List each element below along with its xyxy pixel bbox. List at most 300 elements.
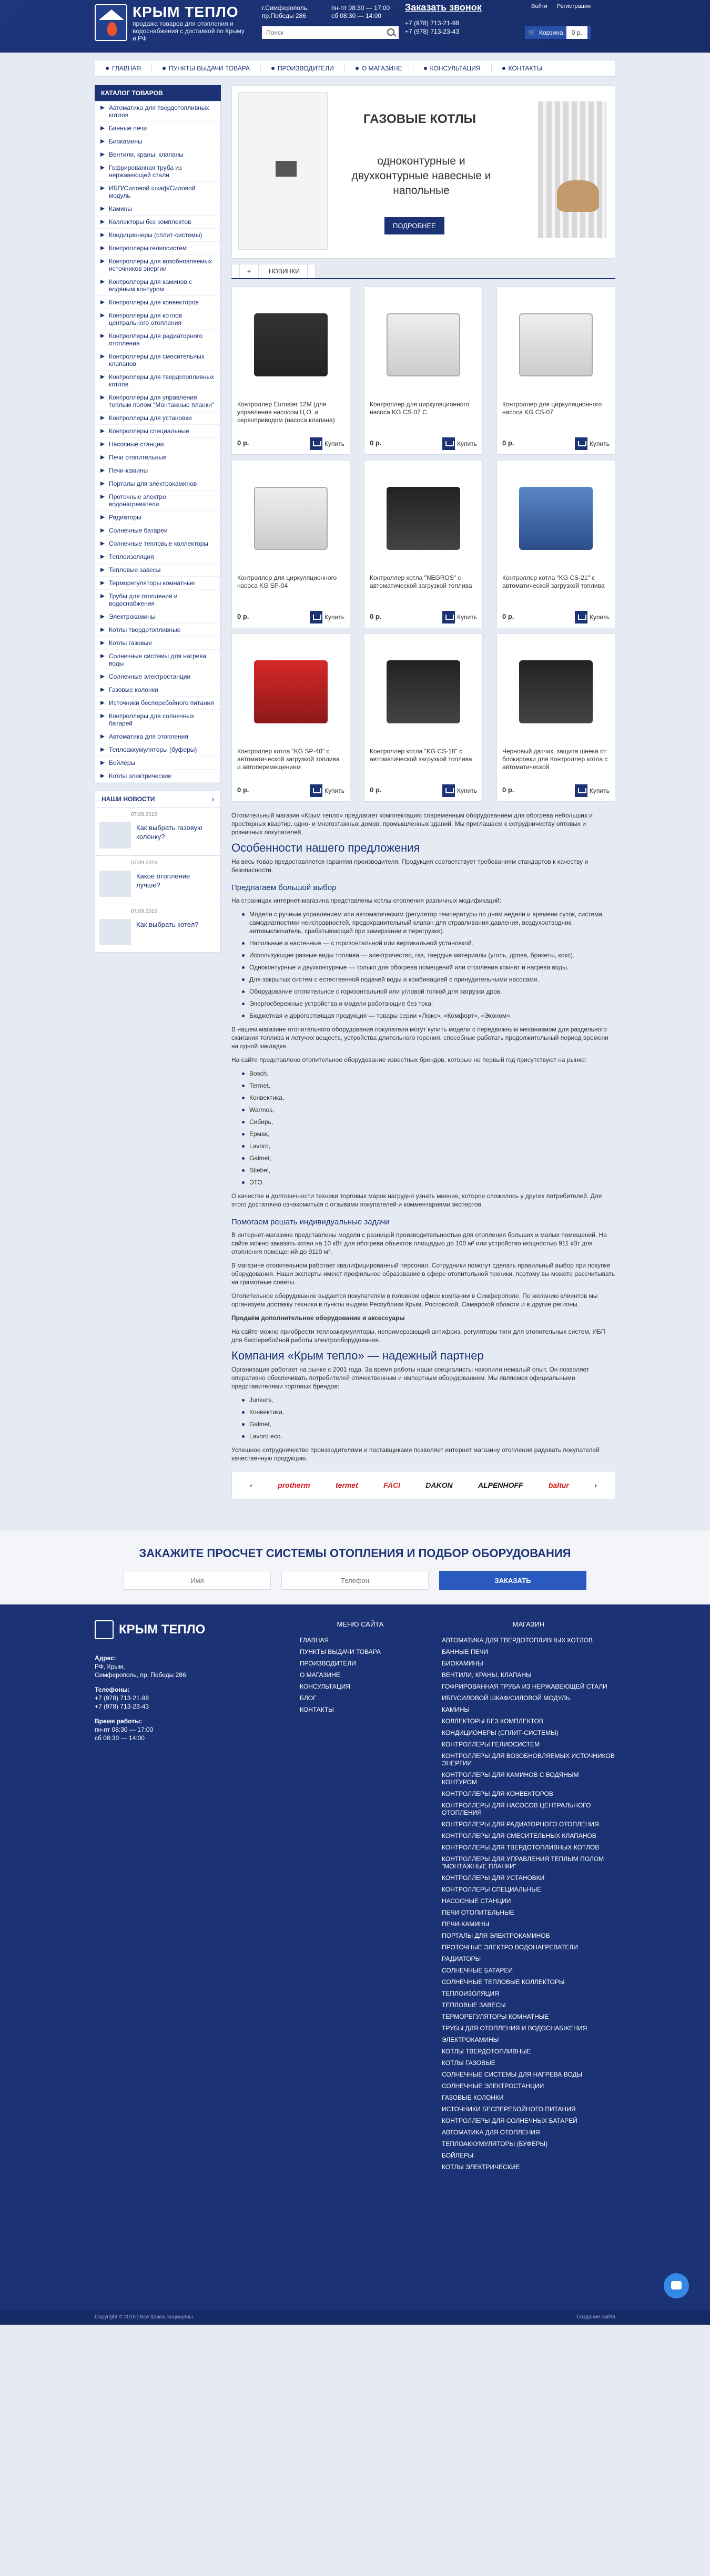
- buy-button[interactable]: Купить: [575, 611, 610, 623]
- footer-shop-link[interactable]: КОТЛЫ ГАЗОВЫЕ: [442, 2059, 495, 2067]
- catalog-item[interactable]: Солнечные батареи: [95, 524, 220, 537]
- cat-image: [557, 180, 599, 212]
- auth-links: [531, 3, 591, 9]
- catalog-item[interactable]: Теплоизоляция: [95, 550, 220, 564]
- product-price: 0 р.: [370, 786, 382, 794]
- catalog-item[interactable]: Терморегуляторы комнатные: [95, 577, 220, 590]
- controller-image: [519, 313, 593, 376]
- footer-shop-link[interactable]: КОНТРОЛЛЕРЫ ДЛЯ ТВЕРДОТОПЛИВНЫХ КОТЛОВ: [442, 1844, 600, 1851]
- arrow-right-icon: [100, 641, 105, 645]
- intro-text: Отопительный магазин «Крым тепло» предлагает комплектацию современным оборудованием для обогрева небольших и просторных квартир, одно- и многоэтажных домов, промышленных зданий. Мы приглашаем к сотрудничеству оптовых и розничных покупателей.: [231, 812, 593, 836]
- product-name[interactable]: Контроллер котла "KG CS-18" с автоматической загрузкой топлива: [370, 748, 472, 763]
- catalog-item[interactable]: Газовые колонки: [95, 683, 220, 697]
- arrow-right-icon: [100, 615, 105, 619]
- catalog-item[interactable]: Контроллеры для котлов центрального отопления: [95, 309, 220, 330]
- catalog-item[interactable]: Контроллеры для управления теплым полом "Монтажные планки": [95, 391, 220, 412]
- catalog-item[interactable]: Солнечные электростанции: [95, 670, 220, 683]
- product-image[interactable]: [502, 639, 610, 744]
- buy-button[interactable]: Купить: [442, 784, 477, 797]
- product-name[interactable]: Черновый датчик, защита шнека от блокировки для Контроллер котла с автоматической: [502, 748, 608, 771]
- list-item: Termet,: [242, 1081, 615, 1090]
- arrow-right-icon: [100, 280, 105, 284]
- footer-shop-link[interactable]: ТЕПЛОВЫЕ ЗАВЕСЫ: [442, 2001, 506, 2009]
- product-image[interactable]: [370, 639, 477, 744]
- nav-pickup[interactable]: ПУНКТЫ ВЫДАЧИ ТОВАРА: [152, 64, 261, 73]
- product-image[interactable]: [502, 466, 610, 571]
- arrow-right-icon: [100, 429, 105, 433]
- buy-button[interactable]: Купить: [442, 437, 477, 450]
- catalog-item[interactable]: Теплоаккумуляторы (буферы): [95, 743, 220, 757]
- partner-list: [242, 1396, 615, 1440]
- brand-logo[interactable]: baltur: [548, 1481, 569, 1489]
- heading-extra: Продаём дополнительное оборудование и аксессуары: [231, 1314, 405, 1322]
- catalog-item[interactable]: Банные печи: [95, 122, 220, 135]
- cart-label: Корзина: [539, 29, 563, 36]
- catalog-item[interactable]: Источники бесперебойного питания: [95, 697, 220, 710]
- footer-shop-link[interactable]: ГАЗОВЫЕ КОЛОНКИ: [442, 2094, 504, 2101]
- arrow-right-icon: [100, 220, 105, 224]
- product-name[interactable]: Контроллер котла "KG CS-21" с автоматической загрузкой топлива: [502, 574, 605, 589]
- footer-logo[interactable]: КРЫМ ТЕПЛО: [95, 1620, 279, 1639]
- list-item: Использующие разные виды топлива — электричество, газ, твердые материалы (уголь, дрова, брикеты, кокс).: [242, 951, 615, 959]
- order-title: ЗАКАЖИТЕ ПРОСЧЕТ СИСТЕМЫ ОТОПЛЕНИЯ И ПОДБОР ОБОРУДОВАНИЯ: [139, 1547, 571, 1560]
- list-item: Энергосбережные устройства и модели работающие без тока.: [242, 999, 615, 1008]
- catalog-item[interactable]: ИБП/Силовой шкаф/Силовой модуль: [95, 182, 220, 202]
- brand-logo[interactable]: termet: [335, 1481, 358, 1489]
- logo-house-icon: [95, 4, 127, 41]
- arrow-right-icon: [100, 186, 105, 190]
- product-card: [496, 633, 615, 802]
- arrow-right-icon: [100, 568, 105, 572]
- footer-shop-link[interactable]: КОТЛЫ ЭЛЕКТРИЧЕСКИЕ: [442, 2163, 520, 2171]
- catalog-item[interactable]: Солнечные тепловые коллекторы: [95, 537, 220, 550]
- register-link[interactable]: Регистрация: [556, 3, 591, 9]
- catalog-item[interactable]: Контроллеры для радиаторного отопления: [95, 330, 220, 350]
- product-card: [231, 287, 350, 455]
- header-hours: пн-пт 08:30 — 17:00 сб 08:30 — 14:00: [331, 4, 390, 19]
- arrow-right-icon: [100, 106, 105, 110]
- catalog-item[interactable]: Контроллеры для твердотопливных котлов: [95, 371, 220, 391]
- footer-shop: [442, 1637, 615, 2171]
- footer-shop-link[interactable]: ИСТОЧНИКИ БЕСПЕРЕБОЙНОГО ПИТАНИЯ: [442, 2105, 576, 2113]
- catalog-item[interactable]: Печи-камины: [95, 464, 220, 477]
- footer-shop-link[interactable]: ГОФРИРОВАННАЯ ТРУБА ИЗ НЕРЖАВЕЮЩЕЙ СТАЛИ: [442, 1683, 607, 1690]
- arrow-right-icon: [100, 515, 105, 519]
- footer-contacts: Адрес: РФ, Крым, Симферополь, пр. Победы 286. Телефоны: +7 (978) 713-21-98 +7 (978) 713-23-43 Время работы: пн-пт 08:30 — 17:00 сб 08:30 — 14:00: [95, 1654, 188, 1742]
- product-name[interactable]: Контроллер для циркуляционного насоса KG CS-07: [502, 401, 602, 416]
- nav-dot-icon: [106, 67, 109, 70]
- brand-logo[interactable]: ALPENHOFF: [478, 1481, 523, 1489]
- catalog-item[interactable]: Автоматика для отопления: [95, 730, 220, 743]
- footer-shop-link[interactable]: ТЕРМОРЕГУЛЯТОРЫ КОМНАТНЫЕ: [442, 2013, 549, 2020]
- arrow-right-icon: [100, 246, 105, 250]
- brand-logo[interactable]: protherm: [278, 1481, 310, 1489]
- nav-manufacturers[interactable]: ПРОИЗВОДИТЕЛИ: [261, 64, 345, 73]
- phone-input[interactable]: [281, 1571, 429, 1590]
- site-logo[interactable]: [95, 4, 248, 42]
- heading-features: Особенности нашего предложения: [231, 841, 420, 854]
- footer-shop-link[interactable]: ПОРТАЛЫ ДЛЯ ЭЛЕКТРОКАМИНОВ: [442, 1932, 550, 1939]
- product-tabs: [231, 264, 615, 279]
- news-image: [99, 822, 131, 849]
- product-name[interactable]: Контроллер котла "NEGROS" с автоматической загрузкой топлива: [370, 574, 472, 589]
- catalog-item[interactable]: Солнечные системы для нагрева воды: [95, 650, 220, 670]
- catalog-item[interactable]: Биокамины: [95, 135, 220, 148]
- product-grid: [231, 287, 615, 802]
- product-image[interactable]: [502, 292, 610, 397]
- arrow-right-icon: [100, 628, 105, 632]
- footer-menu-title: МЕНЮ САЙТА: [337, 1620, 384, 1628]
- radiator-image: [538, 101, 606, 238]
- controller-image: [519, 487, 593, 550]
- catalog-item[interactable]: Камины: [95, 202, 220, 216]
- footer-shop-link[interactable]: КОТЛЫ ТВЕРДОТОПЛИВНЫЕ: [442, 2048, 531, 2055]
- site-header: [0, 0, 710, 53]
- buy-button[interactable]: Купить: [310, 611, 344, 623]
- catalog-item[interactable]: Радиаторы: [95, 511, 220, 524]
- arrow-right-icon: [100, 139, 105, 144]
- footer-shop-link[interactable]: КОНТРОЛЛЕРЫ ДЛЯ РАДИАТОРНОГО ОТОПЛЕНИЯ: [442, 1821, 599, 1828]
- cart-icon: [442, 437, 455, 450]
- product-image[interactable]: [237, 639, 344, 744]
- controller-image: [387, 487, 460, 550]
- brand-logo[interactable]: FACI: [383, 1481, 400, 1489]
- catalog-item[interactable]: Котлы электрические: [95, 770, 220, 783]
- list-item: Одноконтурные и двухконтурные — только для обогрева помещений или отопления комнат и нагрева воды.: [242, 963, 615, 972]
- product-name[interactable]: Контроллер котла "KG SP-40" с автоматической загрузкой топлива и автоперемещением: [237, 748, 340, 771]
- footer-menu-link[interactable]: О МАГАЗИНЕ: [300, 1671, 340, 1679]
- footer-menu-link[interactable]: БЛОГ: [300, 1694, 317, 1702]
- list-item: Напольные и настенные — с горизонтальной или вертикальной установкой.: [242, 939, 615, 947]
- logo-house-icon: [95, 1620, 114, 1639]
- footer-shop-link[interactable]: СОЛНЕЧНЫЕ ТЕПЛОВЫЕ КОЛЛЕКТОРЫ: [442, 1978, 565, 1986]
- product-price: 0 р.: [502, 786, 514, 794]
- main-content: [231, 85, 615, 1499]
- catalog-list: [95, 101, 221, 783]
- footer-menu: [279, 1637, 442, 1713]
- chat-icon[interactable]: [664, 2273, 689, 2298]
- footer-shop-link[interactable]: НАСОСНЫЕ СТАНЦИИ: [442, 1897, 511, 1905]
- product-image[interactable]: [237, 466, 344, 571]
- arrow-right-icon: [100, 761, 105, 765]
- seo-text: Отопительный магазин «Крым тепло» предлагает комплектацию современным оборудованием для обогрева небольших и просторных квартир, одно- и многоэтажных домов, промышленных зданий. Мы приглашаем к сотрудничеству оптовых и розничных покупателей. Особенности нашего предложения На весь товар предоставляется гарантия производителя. Продукция соответствует требованиям стандартов к качеству и безопасности. Предлагаем большой выбор На страницах интернет-магазина представлены котлы отопления различных модификаций: Модели с ручным управлением или автоматическим (регулятор температуры по дням недели и времени суток, система самодиагностики неисправностей, предохранительный клапан для стравливания давления, воздухоотводчик, автовыключатель, срабатывающий при замерзании и перегрузке). Напольные и настенные — с горизонтальной или вертикальной установкой. Использующие разные виды топлива — электричество, газ, твердые материалы (уголь, дрова, брикеты, кокс). Одноконтурные и двухконтурные — только для обогрева помещений или отопления комнат и нагрева воды. Для закрытых систем с естественной подачей воды и комбинацией с принудительными насосами. Оборудование отопительное с горизонтальной или угловой топкой для загрузки дров. Энергосбережные устройства и модели работающие без тока. Бюджетная и дорогостоящая продукция — товары серии «Люкс», «Комфорт», «Эконом». В нашем магазине отопительного оборудования покупатели могут купить модели с передвижным механизмом для раздельного сжигания топлива и летучих веществ, устройства длительного горения, способные работать продолжительный период времени на одной закладке. На сайте представлено отопительное оборудование известных брендов, которые не первый год присутствуют на рынке: Bosch, Termet, Конвектика, Warmos, Сибирь, Ермак, Lavoro, Galmet, Stiebel, ЭТО. О качестве и долговечности техники торговых марок нагрудно узнать мнение, которое сложилось у других потребителей. Для этого достаточно ознакомиться с отзывами покупателей и комментариями экспертов. Помогаем решать индивидуальные задачи В интернет-магазине представлены модели с разницей производительностью для отопления больших и малых помещений. На сайте можно заказать котел на 10 кВт для обогрева объектов площадью до 100 м² или устройство мощностью 911 кВт для отопления помещений до 9110 м². В магазине отопительном работает квалифицированный персонал. Сотрудники помогут сделать правильный выбор при покупке оборудования. Наши эксперты имеют профильное образование в сфере отопительной техники, поэтому вы можете рассчитывать на грамотные советы. Отопительное оборудование выдается покупателям в головном офисе компании в Симферополе. По желанию клиентов мы организуем доставку техники в пункты выдачи Республики Крым, Ростовской, Самарской области и в другие регионы. Продаём дополнительное оборудование и аксессуары На сайте можно приобрести теплоаккумуляторы, непримерзающий антифриз, регуляторы тяги для отопительных систем, ИБП для бесперебойной работы электрооборудования. Компания «Крым тепло» — надежный партнер Организация работает на рынке с 2001 года. За время работы наши специалисты накопили немалый опыт. Он позволяет оперативно обеспечивать потребителей отечественным и импортным оборудованием. Мы являемся официальными представителями торговых брендов: Junkers, Конвектика, Galmet, Lavoro eco. Успешное сотрудничество производителями и поставщиками позволяет интернет магазину отопления радовать покупателей качественную продукцию.: [231, 812, 615, 1462]
- list-item: Ермак,: [242, 1130, 615, 1138]
- carousel-prev-icon[interactable]: ‹: [250, 1481, 252, 1489]
- footer-shop-link[interactable]: КОЛЛЕКТОРЫ БЕЗ КОМПЛЕКТОВ: [442, 1718, 543, 1725]
- cart-icon: [310, 611, 322, 623]
- arrow-right-icon: [100, 375, 105, 379]
- catalog-item[interactable]: Вентили, краны, клапаны: [95, 148, 220, 161]
- arrow-right-icon: [100, 654, 105, 658]
- banner-more-button[interactable]: ПОДРОБНЕЕ: [384, 217, 444, 234]
- catalog-item[interactable]: Автоматика для твердотопливных котлов: [95, 101, 220, 122]
- product-price: 0 р.: [370, 612, 382, 620]
- footer-shop-link[interactable]: РАДИАТОРЫ: [442, 1955, 481, 1962]
- controller-image: [519, 660, 593, 723]
- arrow-right-icon: [100, 300, 105, 304]
- name-input[interactable]: [124, 1571, 271, 1590]
- cart-icon: [575, 784, 587, 797]
- list-item: Конвектика,: [242, 1408, 615, 1416]
- catalog-item[interactable]: Контроллеры для конвекторов: [95, 296, 220, 309]
- footer-shop-link[interactable]: БИОКАМИНЫ: [442, 1660, 483, 1667]
- arrow-right-icon: [100, 482, 105, 486]
- list-item: Бюджетная и дорогостоящая продукция — товары серии «Люкс», «Комфорт», «Эконом».: [242, 1011, 615, 1020]
- footer-shop-title: МАГАЗИН: [512, 1620, 545, 1628]
- footer-shop-link[interactable]: КАМИНЫ: [442, 1706, 470, 1713]
- buy-button[interactable]: Купить: [310, 784, 344, 797]
- footer-shop-link[interactable]: ТЕПЛОИЗОЛЯЦИЯ: [442, 1990, 499, 1997]
- buy-button[interactable]: Купить: [442, 611, 477, 623]
- login-link[interactable]: Войти: [531, 3, 547, 9]
- nav-dot-icon: [502, 67, 505, 70]
- footer-shop-link[interactable]: СОЛНЕЧНЫЕ СИСТЕМЫ ДЛЯ НАГРЕВА ВОДЫ: [442, 2071, 583, 2078]
- arrow-right-icon: [100, 468, 105, 473]
- catalog-item[interactable]: Контроллеры гелиосистем: [95, 242, 220, 255]
- arrow-right-icon: [100, 774, 105, 778]
- footer-shop-link[interactable]: ВЕНТИЛИ, КРАНЫ, КЛАПАНЫ: [442, 1671, 532, 1679]
- order-submit-button[interactable]: ЗАКАЗАТЬ: [439, 1571, 586, 1590]
- arrow-right-icon: [100, 455, 105, 459]
- list-item: Bosch,: [242, 1069, 615, 1078]
- catalog-item[interactable]: Коллекторы без комплектов: [95, 216, 220, 229]
- product-card: [231, 633, 350, 802]
- arrow-right-icon: [100, 152, 105, 157]
- footer-shop-link[interactable]: КОНДИЦИОНЕРЫ (СПЛИТ-СИСТЕМЫ): [442, 1729, 559, 1736]
- footer-menu-link[interactable]: ГЛАВНАЯ: [300, 1637, 329, 1644]
- footer-shop-link[interactable]: КОНТРОЛЛЕРЫ ДЛЯ УПРАВЛЕНИЯ ТЕПЛЫМ ПОЛОМ "МОНТАЖНЫЕ ПЛАНКИ": [442, 1855, 604, 1870]
- list-item: Для закрытых систем с естественной подачей воды и комбинацией с принудительными насосами.: [242, 975, 615, 984]
- nav-home[interactable]: ГЛАВНАЯ: [95, 64, 152, 73]
- choice-list: [242, 910, 615, 1020]
- list-item: Galmet,: [242, 1154, 615, 1162]
- arrow-right-icon: [100, 581, 105, 585]
- nav-dot-icon: [271, 67, 275, 70]
- product-name[interactable]: Контроллер для циркуляционного насоса KG SP-04: [237, 574, 337, 589]
- search-icon[interactable]: [387, 28, 394, 36]
- cart-total: 0 р.: [566, 26, 587, 39]
- catalog-item[interactable]: Проточные электро водонагреватели: [95, 490, 220, 511]
- controller-image: [254, 660, 328, 723]
- chevron-right-icon: ›: [212, 795, 214, 803]
- heading-help: Помогаем решать индивидуальные задачи: [231, 1218, 390, 1226]
- footer-shop-link[interactable]: СОЛНЕЧНЫЕ БАТАРЕИ: [442, 1967, 513, 1974]
- product-price: 0 р.: [237, 612, 249, 620]
- nav-dot-icon: [356, 67, 359, 70]
- footer-shop-link[interactable]: ПРОТОЧНЫЕ ЭЛЕКТРО ВОДОНАГРЕВАТЕЛИ: [442, 1944, 578, 1951]
- arrow-right-icon: [100, 594, 105, 598]
- arrow-right-icon: [100, 354, 105, 359]
- cart-icon: [310, 437, 322, 450]
- sidebar: [95, 85, 221, 1499]
- footer-menu-link[interactable]: КОНСУЛЬТАЦИЯ: [300, 1683, 350, 1690]
- main-nav: [95, 60, 615, 77]
- product-card: [364, 633, 483, 802]
- catalog-item[interactable]: Порталы для электрокаминов: [95, 477, 220, 490]
- news-item[interactable]: 07.09.2016 Как выбрать газовую колонку?: [95, 807, 221, 856]
- buy-button[interactable]: Купить: [310, 437, 344, 450]
- catalog-item[interactable]: Контроллеры для каминов с водяным контуром: [95, 275, 220, 296]
- banner-text: одноконтурные и двухконтурные навесные и напольные: [351, 155, 491, 197]
- footer-shop-link[interactable]: КОНТРОЛЛЕРЫ ДЛЯ ВОЗОБНОВЛЯЕМЫХ ИСТОЧНИКОВ ЭНЕРГИИ: [442, 1752, 615, 1767]
- catalog-item[interactable]: Насосные станции: [95, 438, 220, 451]
- catalog-item[interactable]: Бойлеры: [95, 757, 220, 770]
- catalog-item[interactable]: Тепловые завесы: [95, 564, 220, 577]
- product-price: 0 р.: [370, 439, 382, 447]
- header-phones: [405, 19, 459, 36]
- arrow-right-icon: [100, 701, 105, 705]
- arrow-right-icon: [100, 734, 105, 739]
- footer-shop-link[interactable]: ПЕЧИ ОТОПИТЕЛЬНЫЕ: [442, 1909, 514, 1916]
- cart-icon: [575, 611, 587, 623]
- arrow-right-icon: [100, 207, 105, 211]
- footer-shop-link[interactable]: ТЕПЛОАККУМУЛЯТОРЫ (БУФЕРЫ): [442, 2140, 548, 2148]
- arrow-right-icon: [100, 126, 105, 130]
- list-item: Конвектика,: [242, 1093, 615, 1102]
- catalog-item[interactable]: Контроллеры для возобновляемых источников энергии: [95, 255, 220, 275]
- arrow-right-icon: [100, 259, 105, 263]
- cart-icon: [575, 437, 587, 450]
- product-price: 0 р.: [237, 439, 249, 447]
- footer-shop-link[interactable]: ИБП/СИЛОВОЙ ШКАФ/СИЛОВОЙ МОДУЛЬ: [442, 1694, 570, 1702]
- list-item: Stiebel,: [242, 1166, 615, 1174]
- footer-shop-link[interactable]: АВТОМАТИКА ДЛЯ ОТОПЛЕНИЯ: [442, 2129, 540, 2136]
- site-title: КРЫМ ТЕПЛО: [133, 4, 239, 20]
- footer-shop-link[interactable]: ПЕЧИ-КАМИНЫ: [442, 1920, 490, 1928]
- catalog-item[interactable]: Трубы для отопления и водоснабжения: [95, 590, 220, 610]
- list-item: Оборудование отопительное с горизонтальной или угловой топкой для загрузки дров.: [242, 987, 615, 996]
- list-item: Lavoro,: [242, 1142, 615, 1150]
- cart-icon: [442, 611, 455, 623]
- order-section: [0, 1531, 710, 1604]
- product-name[interactable]: Контроллер для циркуляционного насоса KG CS-07 C: [370, 401, 470, 416]
- product-name[interactable]: Контроллер Euroster 12M (для управления насосом Ц.О. и сервоприводом (насоса клапана): [237, 401, 335, 424]
- arrow-right-icon: [100, 555, 105, 559]
- news-image: [99, 871, 131, 897]
- controller-image: [254, 487, 328, 550]
- product-image[interactable]: [370, 292, 477, 397]
- footer-shop-link[interactable]: БАННЫЕ ПЕЧИ: [442, 1648, 489, 1655]
- nav-contacts[interactable]: КОНТАКТЫ: [492, 64, 554, 73]
- nav-dot-icon: [163, 67, 166, 70]
- catalog-item[interactable]: Печи отопительные: [95, 451, 220, 464]
- arrow-right-icon: [100, 395, 105, 400]
- buy-button[interactable]: Купить: [575, 784, 610, 797]
- news-item[interactable]: 07.09.2016 Какое отопление лучше?: [95, 856, 221, 904]
- product-card: [364, 287, 483, 455]
- footer-shop-link[interactable]: СОЛНЕЧНЫЕ ЭЛЕКТРОСТАНЦИИ: [442, 2082, 544, 2090]
- arrow-right-icon: [100, 166, 105, 170]
- site-subtitle: продажа товаров для отопления и водоснабжения с доставкой по Крыму и РФ: [133, 20, 245, 42]
- news-item[interactable]: 07.09.2016 Как выбрать котел?: [95, 904, 221, 953]
- carousel-next-icon[interactable]: ›: [594, 1481, 597, 1489]
- footer-shop-link[interactable]: БОЙЛЕРЫ: [442, 2152, 474, 2159]
- nav-consult[interactable]: КОНСУЛЬТАЦИЯ: [413, 64, 492, 73]
- brands-carousel: [231, 1471, 615, 1499]
- copyright-bar: Copyright © 2016 | Все права защищены Создание сайта: [0, 2310, 710, 2325]
- controller-image: [387, 660, 460, 723]
- arrow-right-icon: [100, 495, 105, 499]
- footer-shop-link[interactable]: КОНТРОЛЛЕРЫ ДЛЯ КАМИНОВ С ВОДЯНЫМ КОНТУРОМ: [442, 1771, 579, 1786]
- arrow-right-icon: [100, 714, 105, 718]
- callback-link[interactable]: Заказать звонок: [405, 2, 482, 13]
- list-item: ЭТО.: [242, 1178, 615, 1187]
- footer-shop-link[interactable]: КОНТРОЛЛЕРЫ ДЛЯ УСТАНОВКИ: [442, 1874, 545, 1882]
- footer-shop-link[interactable]: ТРУБЫ ДЛЯ ОТОПЛЕНИЯ И ВОДОСНАБЖЕНИЯ: [442, 2025, 587, 2032]
- list-item: Модели с ручным управлением или автоматическим (регулятор температуры по дням недели и времени суток, система самодиагностики неисправностей, предохранительный клапан для стравливания давления, воздухоотводчик, автовыключатель, срабатывающий при замерзании и перегрузке).: [242, 910, 615, 935]
- product-image[interactable]: [370, 466, 477, 571]
- controller-image: [254, 313, 328, 376]
- footer-menu-link[interactable]: ПУНКТЫ ВЫДАЧИ ТОВАРА: [300, 1648, 381, 1655]
- footer-shop-link[interactable]: КОНТРОЛЛЕРЫ ДЛЯ НАСОСОВ ЦЕНТРАЛЬНОГО ОТОПЛЕНИЯ: [442, 1802, 591, 1816]
- catalog-item[interactable]: Гофрированная труба из нержавеющей стали: [95, 161, 220, 182]
- product-card: [496, 460, 615, 628]
- catalog-item[interactable]: Котлы газовые: [95, 637, 220, 650]
- list-item: Lavoro eco.: [242, 1432, 615, 1440]
- cart-button[interactable]: [525, 26, 591, 39]
- news-image: [99, 919, 131, 945]
- buy-button[interactable]: Купить: [575, 437, 610, 450]
- news-header: НАШИ НОВОСТИ ›: [95, 791, 221, 807]
- list-item: Warmos,: [242, 1106, 615, 1114]
- arrow-right-icon: [100, 674, 105, 679]
- footer-shop-link[interactable]: КОНТРОЛЛЕРЫ ДЛЯ СОЛНЕЧНЫХ БАТАРЕЙ: [442, 2117, 577, 2124]
- arrow-right-icon: [100, 334, 105, 338]
- footer-menu-link[interactable]: ПРОИЗВОДИТЕЛИ: [300, 1660, 356, 1667]
- catalog-item[interactable]: Контроллеры для установки: [95, 412, 220, 425]
- boiler-image: [238, 92, 328, 250]
- arrow-right-icon: [100, 528, 105, 533]
- brand-logo[interactable]: DAKON: [425, 1481, 453, 1489]
- product-price: 0 р.: [502, 439, 514, 447]
- arrow-right-icon: [100, 416, 105, 420]
- phone-2[interactable]: +7 (978) 713-23-43: [405, 28, 460, 35]
- footer-shop-link[interactable]: КОНТРОЛЛЕРЫ ДЛЯ КОНВЕКТОРОВ: [442, 1790, 553, 1797]
- product-card: [231, 460, 350, 628]
- footer-shop-link[interactable]: КОНТРОЛЛЕРЫ СПЕЦИАЛЬНЫЕ: [442, 1886, 541, 1893]
- brands-list: [242, 1069, 615, 1187]
- footer-menu-link[interactable]: КОНТАКТЫ: [300, 1706, 334, 1713]
- product-price: 0 р.: [237, 786, 249, 794]
- cart-icon: [442, 784, 455, 797]
- list-item: Galmet,: [242, 1420, 615, 1428]
- heading-partner: Компания «Крым тепло» — надежный партнер: [231, 1349, 484, 1362]
- catalog-item[interactable]: Электрокамины: [95, 610, 220, 623]
- phone-1[interactable]: +7 (978) 713-21-98: [405, 19, 460, 27]
- product-image[interactable]: [237, 292, 344, 397]
- footer-shop-link[interactable]: КОНТРОЛЛЕРЫ ДЛЯ СМЕСИТЕЛЬНЫХ КЛАПАНОВ: [442, 1832, 596, 1839]
- nav-about[interactable]: О МАГАЗИНЕ: [345, 64, 413, 73]
- product-price: 0 р.: [502, 612, 514, 620]
- list-item: Junkers,: [242, 1396, 615, 1404]
- catalog-item[interactable]: Кондиционеры (сплит-системы): [95, 229, 220, 242]
- arrow-right-icon: [100, 748, 105, 752]
- list-item: Сибирь,: [242, 1118, 615, 1126]
- footer-shop-link[interactable]: АВТОМАТИКА ДЛЯ ТВЕРДОТОПЛИВНЫХ КОТЛОВ: [442, 1637, 593, 1644]
- arrow-right-icon: [100, 442, 105, 446]
- footer-shop-link[interactable]: КОНТРОЛЛЕРЫ ГЕЛИОСИСТЕМ: [442, 1741, 540, 1748]
- controller-image: [387, 313, 460, 376]
- catalog-item[interactable]: Котлы твердотопливные: [95, 623, 220, 637]
- catalog-item[interactable]: Контроллеры специальные: [95, 425, 220, 438]
- footer-shop-link[interactable]: ЭЛЕКТРОКАМИНЫ: [442, 2036, 499, 2043]
- search-input[interactable]: [262, 26, 399, 39]
- catalog-item[interactable]: Контроллеры для смесительных клапанов: [95, 350, 220, 371]
- tab-new[interactable]: + НОВИНКИ: [231, 264, 316, 278]
- site-footer: [0, 1604, 710, 2325]
- catalog-item[interactable]: Контроллеры для солнечных батарей: [95, 710, 220, 730]
- catalog-title: КАТАЛОГ ТОВАРОВ: [95, 85, 221, 101]
